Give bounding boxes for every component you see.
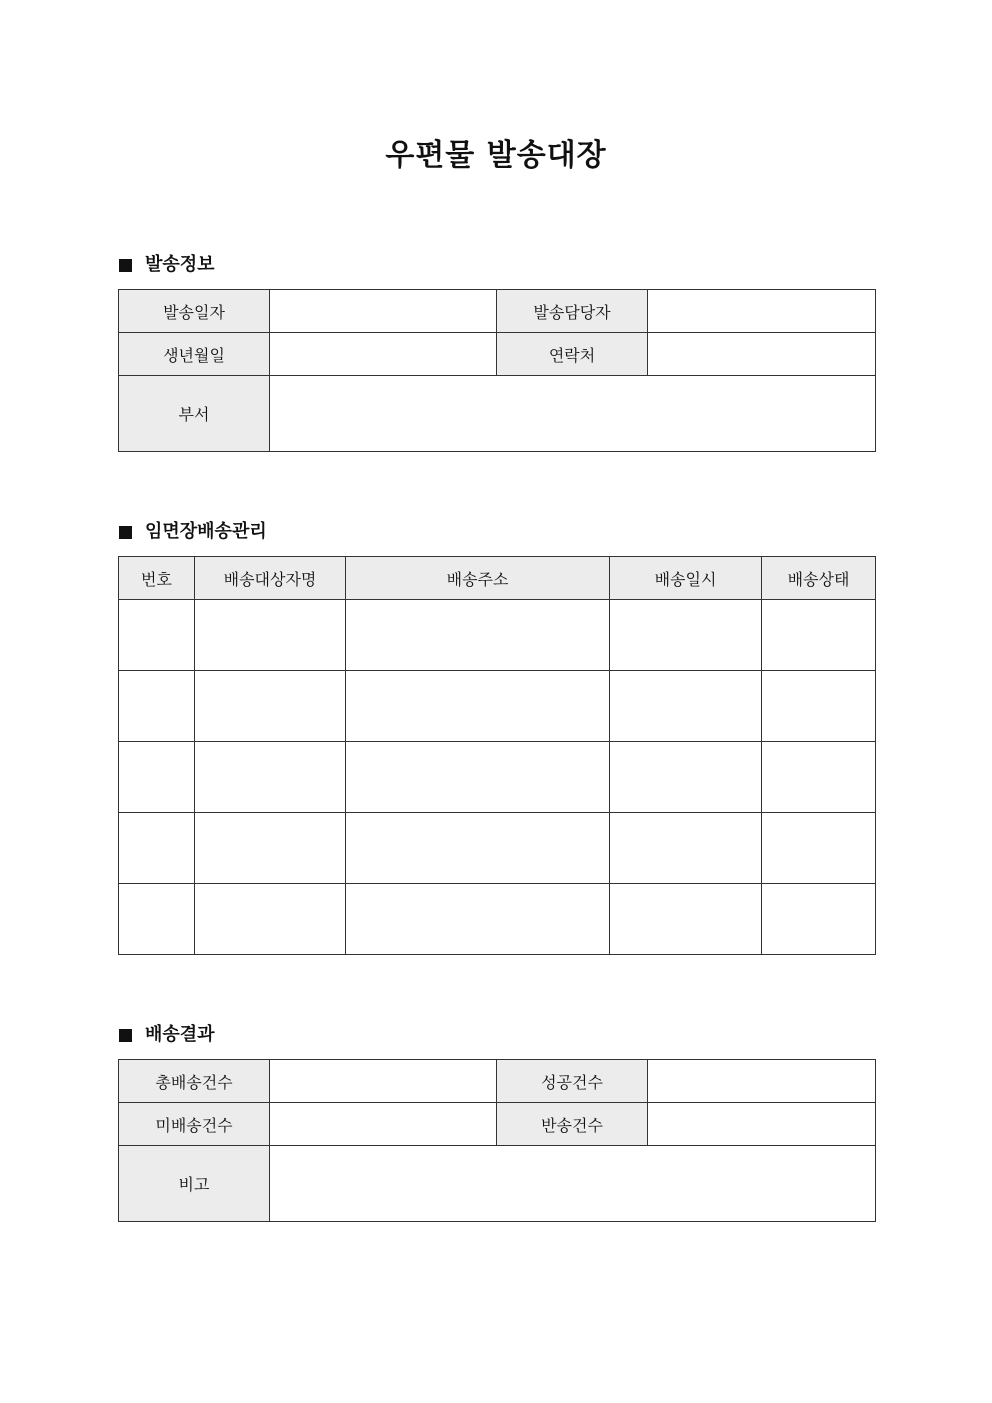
cell-number[interactable] (119, 671, 195, 742)
square-bullet-icon (119, 526, 132, 539)
cell-address[interactable] (346, 671, 610, 742)
column-header-number: 번호 (119, 557, 195, 600)
birth-date-field[interactable] (270, 333, 497, 376)
cell-recipient[interactable] (195, 884, 346, 955)
cell-datetime[interactable] (610, 600, 762, 671)
table-row (119, 376, 876, 452)
remarks-label: 비고 (119, 1146, 270, 1222)
cell-number[interactable] (119, 813, 195, 884)
department-field[interactable] (270, 376, 876, 452)
table-row (119, 1146, 876, 1222)
success-count-field[interactable] (648, 1060, 876, 1103)
column-header-recipient: 배송대상자명 (195, 557, 346, 600)
column-header-address: 배송주소 (346, 557, 610, 600)
table-row (119, 813, 876, 884)
section-send-info-heading (119, 253, 215, 277)
section-delivery-heading (119, 520, 267, 544)
cell-status[interactable] (762, 884, 876, 955)
birth-date-label: 생년월일 (119, 333, 270, 376)
cell-address[interactable] (346, 884, 610, 955)
total-count-field[interactable] (270, 1060, 497, 1103)
undelivered-count-label: 미배송건수 (119, 1103, 270, 1146)
section-result-heading (119, 1023, 215, 1047)
cell-recipient[interactable] (195, 813, 346, 884)
cell-status[interactable] (762, 813, 876, 884)
table-row (119, 671, 876, 742)
section-send-info-title: 발송정보 (145, 254, 215, 275)
department-label: 부서 (119, 376, 270, 452)
column-header-datetime: 배송일시 (610, 557, 762, 600)
square-bullet-icon (119, 1029, 132, 1042)
cell-datetime[interactable] (610, 813, 762, 884)
table-row (119, 742, 876, 813)
undelivered-count-field[interactable] (270, 1103, 497, 1146)
total-count-label: 총배송건수 (119, 1060, 270, 1103)
returned-count-field[interactable] (648, 1103, 876, 1146)
delivery-table (118, 556, 876, 955)
sender-label: 발송담당자 (497, 290, 648, 333)
cell-status[interactable] (762, 671, 876, 742)
cell-datetime[interactable] (610, 671, 762, 742)
section-delivery-title: 임면장배송관리 (145, 521, 267, 542)
table-row (119, 333, 876, 376)
sender-field[interactable] (648, 290, 876, 333)
page-title: 우편물 발송대장 (385, 138, 607, 173)
table-row (119, 290, 876, 333)
cell-status[interactable] (762, 600, 876, 671)
cell-number[interactable] (119, 742, 195, 813)
cell-recipient[interactable] (195, 742, 346, 813)
cell-number[interactable] (119, 884, 195, 955)
table-header-row (119, 557, 876, 600)
cell-recipient[interactable] (195, 671, 346, 742)
returned-count-label: 반송건수 (497, 1103, 648, 1146)
table-row (119, 1060, 876, 1103)
table-row (119, 884, 876, 955)
cell-address[interactable] (346, 742, 610, 813)
send-date-field[interactable] (270, 290, 497, 333)
cell-status[interactable] (762, 742, 876, 813)
send-info-table (118, 289, 876, 452)
send-date-label: 발송일자 (119, 290, 270, 333)
contact-label: 연락처 (497, 333, 648, 376)
table-row (119, 600, 876, 671)
square-bullet-icon (119, 259, 132, 272)
contact-field[interactable] (648, 333, 876, 376)
section-result-title: 배송결과 (145, 1024, 215, 1045)
result-table (118, 1059, 876, 1222)
table-row (119, 1103, 876, 1146)
cell-recipient[interactable] (195, 600, 346, 671)
cell-datetime[interactable] (610, 884, 762, 955)
success-count-label: 성공건수 (497, 1060, 648, 1103)
cell-datetime[interactable] (610, 742, 762, 813)
cell-address[interactable] (346, 813, 610, 884)
cell-number[interactable] (119, 600, 195, 671)
cell-address[interactable] (346, 600, 610, 671)
column-header-status: 배송상태 (762, 557, 876, 600)
remarks-field[interactable] (270, 1146, 876, 1222)
